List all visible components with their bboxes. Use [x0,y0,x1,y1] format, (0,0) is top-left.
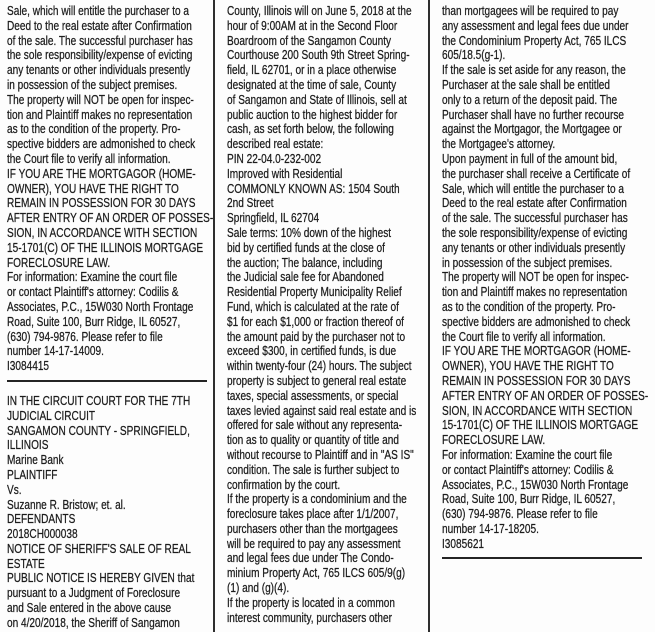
text-line: the auction; The balance, including [227,255,383,270]
text-line: tion as to quality or quantity of title and [227,433,399,448]
text-line: AFTER ENTRY OF AN ORDER OF POSSES- [442,388,649,403]
column-divider-1 [213,0,215,632]
text-line: REMAIN IN POSSESSION FOR 30 DAYS [7,196,196,211]
text-line: the sole responsibility/expense of evicting [442,225,628,240]
text-line: designated at the time of sale, County [227,77,397,92]
text-line: 605/18.5(g-1). [442,48,506,63]
text-line: Marine Bank [7,453,64,468]
text-line: and legal fees due under The Condo- [227,551,394,566]
text-line: SION, IN ACCORDANCE WITH SECTION [7,225,198,240]
text-line: against the Mortgagor, the Mortgagee or [442,122,622,137]
text-line: foreclosure takes place after 1/1/2007, [227,507,399,522]
text-line: Purchaser at the sale shall be entitled [442,77,611,92]
text-line: the Court file to verify all information. [7,151,171,166]
text-line: Improved with Residential [227,166,343,181]
text-line: the Condominium Property Act, 765 ILCS [442,33,627,48]
text-line: For information: Examine the court file [442,447,613,462]
text-line: offered for sale without any representa- [227,418,403,433]
text-line: OWNER), YOU HAVE THE RIGHT TO [442,359,614,374]
text-line: If the property is located in a common [227,595,395,610]
text-line: Suzanne R. Bristow; et. al. [7,497,126,512]
text-line: ILLINOIS [7,438,49,453]
text-line: the amount paid by the purchaser not to [227,329,406,344]
text-line: described real estate: [227,137,324,152]
text-line: PUBLIC NOTICE IS HEREBY GIVEN that [7,571,195,586]
text-line: pursuant to a Judgment of Foreclosure [7,586,181,601]
text-line: The property will NOT be open for inspec- [442,270,629,285]
text-line: only to a return of the deposit paid. The [442,92,618,107]
text-line: Road, Suite 100, Burr Ridge, IL 60527, [442,492,616,507]
text-line: number 14-17-18205. [442,521,539,536]
text-line: FORECLOSURE LAW. [7,255,111,270]
text-line: in possession of the subject premises. [7,77,178,92]
text-line: and Sale entered in the above cause [7,601,172,616]
text-line: the purchaser shall receive a Certificate of [442,166,631,181]
text-line: For information: Examine the court file [7,270,178,285]
text-line: I3084415 [7,359,50,374]
text-line: Sale, which will entitle the purchaser to a [442,181,625,196]
text-line: the sole responsibility/expense of evicting [7,48,193,63]
text-line: hour of 9:00AM at in the Second Floor [227,18,398,33]
text-line: of the sale. The successful purchaser has [7,33,193,48]
text-line: of the sale. The successful purchaser has [442,211,628,226]
text-line: Springfield, IL 62704 [227,211,320,226]
text-line: Residential Property Municipality Relief [227,285,402,300]
text-line: NOTICE OF SHERIFF'S SALE OF REAL [7,541,191,556]
text-line: property is subject to general real estate [227,373,407,388]
text-line: cash, as set forth below, the following [227,122,394,137]
notice-section-divider-rule [7,380,207,382]
text-line: as to the condition of the property. Pro- [442,299,616,314]
text-line: confirmation by the court. [227,477,341,492]
text-line: of Sangamon and State of Illinois, sell at [227,92,407,107]
text-line: IF YOU ARE THE MORTGAGOR (HOME- [7,166,196,181]
text-line: number 14-17-14009. [7,344,104,359]
text-line: the Mortgagee's attorney. [442,137,556,152]
text-line: condition. The sale is further subject to [227,462,400,477]
text-line: I3085621 [442,536,485,551]
text-line: 2nd Street [227,196,274,211]
text-line: 15-1701(C) OF THE ILLINOIS MORTGAGE [442,418,639,433]
text-line: Deed to the real estate after Confirmation [442,196,627,211]
text-line: interest community, purchasers other [227,610,392,625]
text-line: the Judicial sale fee for Abandoned [227,270,384,285]
column-2 [227,4,437,625]
text-line: (1) and (g)(4). [227,581,290,596]
text-line: PIN 22-04.0-232-002 [227,151,322,166]
text-line: SANGAMON COUNTY - SPRINGFIELD, [7,423,190,438]
text-line: Vs. [7,482,22,497]
text-line: REMAIN IN POSSESSION FOR 30 DAYS [442,373,631,388]
text-line: Boardroom of the Sangamon County [227,33,392,48]
text-line: tion and Plaintiff makes no representation [442,285,628,300]
text-line: without recourse to Plaintiff and in "AS IS" [227,447,414,462]
text-line: Fund, which is calculated at the rate of [227,299,399,314]
text-line: JUDICIAL CIRCUIT [7,408,96,423]
text-line: FORECLOSURE LAW. [442,433,546,448]
text-line: DEFENDANTS [7,512,76,527]
text-line: AFTER ENTRY OF AN ORDER OF POSSES- [7,211,214,226]
text-line: County, Illinois will on June 5, 2018 at the [227,4,412,18]
text-line: minium Property Act, 765 ILCS 605/9(g) [227,566,406,581]
text-line: spective bidders are admonished to check [442,314,631,329]
text-line: Associates, P.C., 15W030 North Frontage [7,299,194,314]
text-line: taxes levied against said real estate and is [227,403,417,418]
column-1 [7,4,217,631]
text-line: the Court file to verify all information. [442,329,606,344]
text-line: Purchaser shall have no further recourse [442,107,625,122]
text-line: tion and Plaintiff makes no representation [7,107,193,122]
text-line: within twenty-four (24) hours. The subject [227,359,412,374]
text-line: purchasers other than the mortgagees [227,521,398,536]
text-line: Associates, P.C., 15W030 North Frontage [442,477,629,492]
text-line: Sale terms: 10% down of the highest [227,225,392,240]
text-line: on 4/20/2018, the Sheriff of Sangamon [7,615,180,630]
text-line: (630) 794-9876. Please refer to file [442,507,598,522]
text-line: will be required to pay any assessment [227,536,401,551]
text-line: Courthouse 200 South 9th Street Spring- [227,48,410,63]
column-divider-2 [428,0,430,632]
text-line: any assessment and legal fees due under [442,18,629,33]
text-line: COMMONLY KNOWN AS: 1504 South [227,181,400,196]
text-line: Sale, which will entitle the purchaser to a [7,4,190,18]
text-line: field, IL 62701, or in a place otherwise [227,63,397,78]
text-line: Deed to the real estate after Confirmation [7,18,192,33]
text-line: in possession of the subject premises. [442,255,613,270]
text-line: or contact Plaintiff's attorney: Codilis & [442,462,614,477]
text-line: SION, IN ACCORDANCE WITH SECTION [442,403,633,418]
text-line: Upon payment in full of the amount bid, [442,151,618,166]
text-line: bid by certified funds at the close of [227,240,385,255]
text-line: taxes, special assessments, or special [227,388,399,403]
text-line: IN THE CIRCUIT COURT FOR THE 7TH [7,393,191,408]
text-line: If the property is a condominium and the [227,492,407,507]
text-line: any tenants or other individuals presently [442,240,626,255]
text-line: OWNER), YOU HAVE THE RIGHT TO [7,181,179,196]
text-line: exceed $300, in certified funds, is due [227,344,397,359]
text-line: or contact Plaintiff's attorney: Codilis & [7,285,179,300]
text-line: $1 for each $1,000 or fraction thereof of [227,314,404,329]
text-line: public auction to the highest bidder for [227,107,398,122]
notice-column-3-wrap [442,4,655,571]
text-line: (630) 794-9876. Please refer to file [7,329,163,344]
text-line: IF YOU ARE THE MORTGAGOR (HOME- [442,344,631,359]
text-line: ESTATE [7,556,45,571]
text-line: any tenants or other individuals presently [7,63,191,78]
text-line: as to the condition of the property. Pro- [7,122,181,137]
text-line: 15-1701(C) OF THE ILLINOIS MORTGAGE [7,240,204,255]
text-line: The property will NOT be open for inspec- [7,92,194,107]
text-line: PLAINTIFF [7,467,58,482]
text-line: than mortgagees will be required to pay [442,4,619,18]
text-line: Road, Suite 100, Burr Ridge, IL 60527, [7,314,181,329]
notice-section-divider-rule [442,557,642,559]
text-line: spective bidders are admonished to check [7,137,196,152]
column-3 [442,4,652,559]
text-line: If the sale is set aside for any reason, the [442,63,626,78]
text-line: 2018CH000038 [7,527,78,542]
